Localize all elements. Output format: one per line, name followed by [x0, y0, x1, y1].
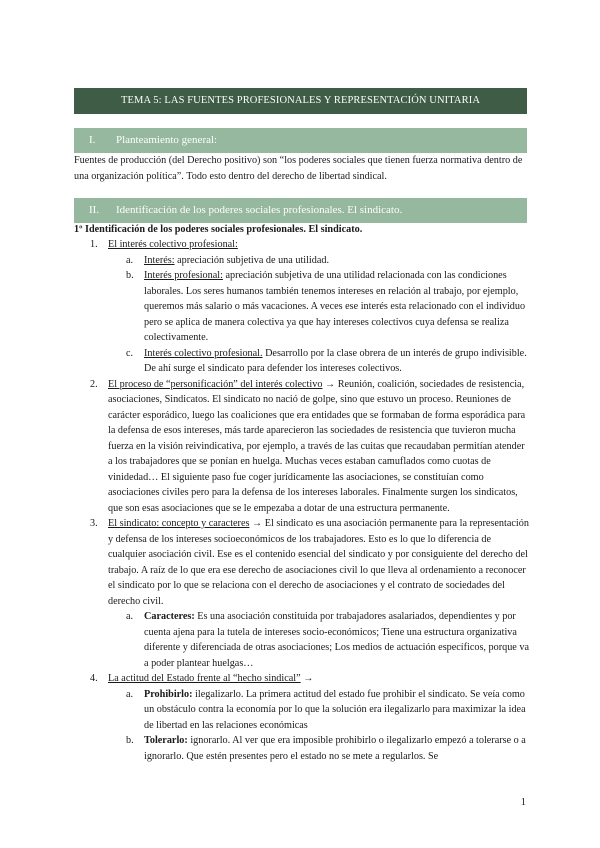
sub-item-text: apreciación subjetiva de una utilidad.	[174, 254, 330, 266]
sub-item-text: Desarrollo por la clase obrera de un interés de grupo indivisible. De ahí surge el sindicato para defender los intereses colectivos.	[144, 347, 527, 374]
sub-list-marker: c.	[126, 347, 134, 359]
sub-item-label: Interés:	[144, 254, 175, 266]
sub-item-label: Interés colectivo profesional.	[144, 347, 263, 359]
section-title: Identificación de los poderes sociales profesionales. El sindicato.	[116, 204, 403, 216]
list-item	[74, 671, 529, 687]
sub-item-label: Tolerarlo:	[144, 735, 188, 746]
section-header-1	[74, 128, 527, 153]
list-marker: 3.	[90, 518, 98, 529]
sub-list-marker: b.	[126, 270, 134, 281]
sub-item-text: Es una asociación constituida por trabajadores asalariados, dependientes y por cuenta ajena para la tutela de intereses socio-económicos; Tiene una estructura organizativa diferente y diferenciada de otras asociaciones; Los medios de actuación específicos, porque va a poder plantear huelgas…	[144, 611, 529, 669]
sub-list-marker: b.	[126, 735, 134, 746]
list-item-text: →	[300, 673, 314, 684]
list-item-label: El proceso de “personificación” del interés colectivo	[108, 378, 323, 390]
list-item-text: → El sindicato es una asociación permanente para la representación y defensa de los intereses socioeconómicos de los trabajadores. Esto es lo que lo diferencia de cualquier asociación civil. Ese es el contenido esencial del sindicato y por consiguiente del derecho del trabajo. A raíz de lo que era ese derecho de asociaciones civil lo que lleva al ordenamiento a reconocer el sindicato por lo que se relaciona con el derecho de asociaciones y el contrato de sociedades del derecho civil.	[108, 518, 529, 607]
list-item-text: → Reunión, coalición, sociedades de resistencia, asociaciones, Sindicatos. El sindicato no nació de golpe, sino que estuvo un proceso. Reuniones de carácter esporádico, luego las coaliciones que era entidades que se formaban de forma esporádica para la defensa de esos intereses, más tarde aparecieron las sociedades de resistencia que tuvieron mucha fuerza en la visión reivindicativa, por ejemplo, a través de las cuitas que recaudaban permitían atender a los trabajadores que se ponían en huelga. Muchas veces estaban camuflados como cuotas de vinidedad… El siguiente paso fue coger jurídicamente las asociaciones, se constituían como asociaciones civiles pero para la defensa de los intereses laborales. Finalmente surgen los sindicatos, que son esas asociaciones que se le empezaba a dotar de una estructura permanente.	[108, 378, 526, 514]
sub-item-text: ilegalizarlo. La primera actitud del estado fue prohibir el sindicato. Se veía como un obstáculo contra la economía por lo que la solución era ilegalizarlo para maximizar la idea de libertad en las relaciones económicas	[144, 688, 526, 731]
sub-list-marker: a.	[126, 611, 134, 622]
section-1-paragraph: Fuentes de producción (del Derecho positivo) son “los poderes sociales que tienen fuerza normativa dentro de una organización política”. Todo esto dentro del derecho de libertad sindical.	[74, 155, 523, 182]
sub-list-item	[74, 268, 529, 346]
section-title: Planteamiento general:	[116, 134, 218, 146]
section-number: I.	[89, 134, 96, 146]
sub-list-item	[74, 733, 529, 764]
sub-list-item	[74, 609, 529, 671]
list-item	[74, 377, 529, 517]
page-number: 1	[520, 797, 526, 808]
sub-item-label: Interés profesional:	[144, 270, 223, 281]
sub-list-marker: a.	[126, 688, 134, 700]
sub-list-item	[74, 253, 529, 269]
subsection-heading: 1º Identificación de los poderes sociales profesionales. El sindicato.	[74, 224, 363, 235]
list-item	[74, 516, 529, 609]
sub-list-item	[74, 346, 529, 377]
sub-item-text: apreciación subjetiva de una utilidad relacionada con las condiciones laborales. Los seres humanos también tenemos intereses en relación al trabajo, por ejemplo, queremos más salario o más vacaciones. A veces ese interés esta relacionado con el individuo pero se aplica de manera colectiva ya que hay intereses colectivos cuya defensa se realiza colectivamente.	[144, 270, 526, 343]
list-marker: 4.	[90, 673, 98, 684]
list-marker: 2.	[90, 378, 98, 390]
sub-item-label: Caracteres:	[144, 611, 195, 622]
document-title: TEMA 5: LAS FUENTES PROFESIONALES Y REPRESENTACIÓN UNITARIA	[74, 88, 527, 114]
list-item-label: El interés colectivo profesional:	[108, 239, 238, 250]
list-item	[74, 237, 529, 253]
list-item-label: La actitud del Estado frente al “hecho sindical”	[108, 673, 301, 684]
sub-item-text: ignorarlo. Al ver que era imposible prohibirlo o ilegalizarlo empezó a tolerarse o a ignorarlo. Que estén presentes pero el estado no se mete a regularlos. Se	[144, 735, 526, 762]
section-header-2	[74, 198, 527, 223]
sub-item-label: Prohibirlo:	[144, 688, 193, 700]
list-marker: 1.	[90, 239, 98, 250]
section-number: II.	[89, 204, 100, 216]
numbered-list	[74, 237, 529, 764]
sub-list-marker: a.	[126, 254, 134, 266]
list-item-label: El sindicato: concepto y caracteres	[108, 518, 250, 529]
sub-list-item	[74, 687, 529, 734]
